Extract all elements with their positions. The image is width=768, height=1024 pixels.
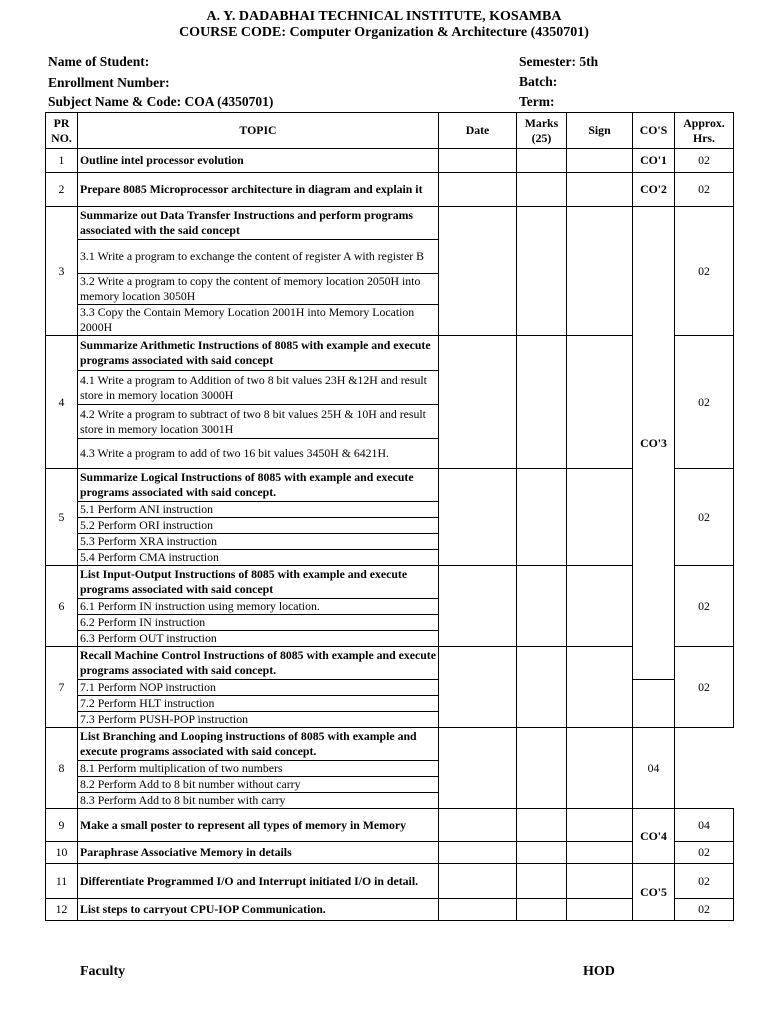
marks-cell[interactable] [517, 336, 567, 469]
batch-label: Batch: [519, 74, 558, 89]
header-sign: Sign [567, 113, 633, 149]
marks-cell[interactable] [517, 899, 567, 921]
date-cell[interactable] [439, 864, 517, 899]
hours-cell: 02 [675, 149, 734, 173]
header-marks: Marks (25) [517, 113, 567, 149]
table-row [46, 173, 734, 207]
topic: Make a small poster to represent all types of memory in Memory [78, 809, 439, 842]
date-cell[interactable] [439, 173, 517, 207]
marks-cell[interactable] [517, 864, 567, 899]
sign-cell[interactable] [567, 566, 633, 647]
sub-topic: 3.3 Copy the Contain Memory Location 2001H into Memory Location 2000H [78, 305, 439, 336]
pr-no: 6 [46, 566, 78, 647]
date-cell[interactable] [439, 207, 517, 336]
table-row [46, 899, 734, 921]
pr-no: 11 [46, 864, 78, 899]
hours-cell: 02 [675, 899, 734, 921]
topic: List steps to carryout CPU-IOP Communication. [78, 899, 439, 921]
date-cell[interactable] [439, 469, 517, 566]
date-cell[interactable] [439, 899, 517, 921]
pr-no: 12 [46, 899, 78, 921]
pr-no: 2 [46, 173, 78, 207]
topic: List Branching and Looping instructions of 8085 with example and execute programs associated with said concept. [78, 728, 439, 761]
sub-topic: 4.1 Write a program to Addition of two 8 bit values 23H &12H and result store in memory location 3000H [78, 371, 439, 405]
sub-topic: 5.4 Perform CMA instruction [78, 550, 439, 566]
sub-topic: 8.1 Perform multiplication of two numbers [78, 761, 439, 777]
sign-cell[interactable] [567, 842, 633, 864]
pr-no: 7 [46, 647, 78, 728]
sub-topic: 7.1 Perform NOP instruction [78, 680, 439, 696]
header-cos: CO'S [633, 113, 675, 149]
marks-cell[interactable] [517, 566, 567, 647]
date-cell[interactable] [439, 336, 517, 469]
marks-cell[interactable] [517, 469, 567, 566]
marks-cell[interactable] [517, 207, 567, 336]
institute-title: A. Y. DADABHAI TECHNICAL INSTITUTE, KOSAMBA [206, 9, 562, 24]
sign-cell[interactable] [567, 899, 633, 921]
date-cell[interactable] [439, 728, 517, 809]
hod-signature-label: HOD [583, 964, 615, 979]
header-hours: Approx. Hrs. [675, 113, 734, 149]
pr-no: 4 [46, 336, 78, 469]
pr-no: 9 [46, 809, 78, 842]
marks-cell[interactable] [517, 842, 567, 864]
hours-cell: 02 [675, 864, 734, 899]
table-row [46, 809, 734, 842]
sub-topic: 5.3 Perform XRA instruction [78, 534, 439, 550]
topic: Outline intel processor evolution [78, 149, 439, 173]
faculty-signature-label: Faculty [80, 964, 126, 979]
sub-topic: 7.3 Perform PUSH-POP instruction [78, 712, 439, 728]
topic: Differentiate Programmed I/O and Interrupt initiated I/O in detail. [78, 864, 439, 899]
sign-cell[interactable] [567, 149, 633, 173]
marks-cell[interactable] [517, 173, 567, 207]
sign-cell[interactable] [567, 809, 633, 842]
header-topic: TOPIC [78, 113, 439, 149]
co-cell: CO'5 [633, 864, 675, 921]
sub-topic: 6.2 Perform IN instruction [78, 615, 439, 631]
topic: List Input-Output Instructions of 8085 with example and execute programs associated with said concept [78, 566, 439, 599]
hours-cell: 02 [675, 173, 734, 207]
table-row [46, 469, 734, 502]
hours-cell: 02 [675, 647, 734, 728]
hours-cell: 02 [675, 336, 734, 469]
sign-cell[interactable] [567, 647, 633, 728]
table-row [46, 728, 734, 761]
pr-no: 5 [46, 469, 78, 566]
hours-cell: 02 [675, 566, 734, 647]
marks-cell[interactable] [517, 647, 567, 728]
co-cell: CO'4 [633, 809, 675, 864]
co-cell: CO'3 [633, 207, 675, 680]
sub-topic: 8.3 Perform Add to 8 bit number with carry [78, 793, 439, 809]
date-cell[interactable] [439, 647, 517, 728]
sign-cell[interactable] [567, 469, 633, 566]
table-header-row [46, 113, 734, 149]
sub-topic: 7.2 Perform HLT instruction [78, 696, 439, 712]
hours-cell: 04 [675, 809, 734, 842]
table-row [46, 336, 734, 371]
course-title: COURSE CODE: Computer Organization & Architecture (4350701) [179, 25, 589, 40]
sub-topic: 3.1 Write a program to exchange the content of register A with register B [78, 240, 439, 274]
enrollment-label: Enrollment Number: [48, 75, 170, 90]
pr-no: 3 [46, 207, 78, 336]
pr-no: 1 [46, 149, 78, 173]
sub-topic: 8.2 Perform Add to 8 bit number without carry [78, 777, 439, 793]
practical-list-table [45, 112, 734, 921]
sign-cell[interactable] [567, 173, 633, 207]
sign-cell[interactable] [567, 864, 633, 899]
co-cell: CO'1 [633, 149, 675, 173]
topic: Summarize Arithmetic Instructions of 8085 with example and execute programs associated with said concept [78, 336, 439, 371]
topic: Summarize out Data Transfer Instructions and perform programs associated with the said concept [78, 207, 439, 240]
hours-cell: 02 [675, 469, 734, 566]
hours-cell: 02 [675, 842, 734, 864]
topic: Paraphrase Associative Memory in details [78, 842, 439, 864]
sign-cell[interactable] [567, 728, 633, 809]
pr-no: 10 [46, 842, 78, 864]
student-name-label: Name of Student: [48, 54, 150, 69]
sub-topic: 6.1 Perform IN instruction using memory location. [78, 599, 439, 615]
header-date: Date [439, 113, 517, 149]
hours-cell: 04 [633, 728, 675, 809]
sub-topic: 6.3 Perform OUT instruction [78, 631, 439, 647]
topic: Summarize Logical Instructions of 8085 with example and execute programs associated with said concept. [78, 469, 439, 502]
table-row [46, 566, 734, 599]
sub-topic: 5.2 Perform ORI instruction [78, 518, 439, 534]
table-row [46, 647, 734, 680]
date-cell[interactable] [439, 149, 517, 173]
marks-cell[interactable] [517, 149, 567, 173]
sub-topic: 5.1 Perform ANI instruction [78, 502, 439, 518]
pr-no: 8 [46, 728, 78, 809]
co-cell: CO'2 [633, 173, 675, 207]
date-cell[interactable] [439, 566, 517, 647]
sign-cell[interactable] [567, 336, 633, 469]
table-row [46, 842, 734, 864]
table-row [46, 149, 734, 173]
header-pr-no: PR NO. [46, 113, 78, 149]
sub-topic: 4.2 Write a program to subtract of two 8 bit values 25H & 10H and result store in memory location 3001H [78, 405, 439, 439]
marks-cell[interactable] [517, 809, 567, 842]
date-cell[interactable] [439, 809, 517, 842]
table-row [46, 207, 734, 240]
table-row [46, 864, 734, 899]
term-label: Term: [519, 94, 555, 109]
hours-cell: 02 [675, 207, 734, 336]
marks-cell[interactable] [517, 728, 567, 809]
semester-label: Semester: 5th [519, 54, 599, 69]
sign-cell[interactable] [567, 207, 633, 336]
subject-label: Subject Name & Code: COA (4350701) [48, 94, 274, 109]
sub-topic: 3.2 Write a program to copy the content of memory location 2050H into memory location 3050H [78, 274, 439, 305]
topic: Prepare 8085 Microprocessor architecture in diagram and explain it [78, 173, 439, 207]
topic: Recall Machine Control Instructions of 8085 with example and execute programs associated with said concept. [78, 647, 439, 680]
sub-topic: 4.3 Write a program to add of two 16 bit values 3450H & 6421H. [78, 439, 439, 469]
date-cell[interactable] [439, 842, 517, 864]
